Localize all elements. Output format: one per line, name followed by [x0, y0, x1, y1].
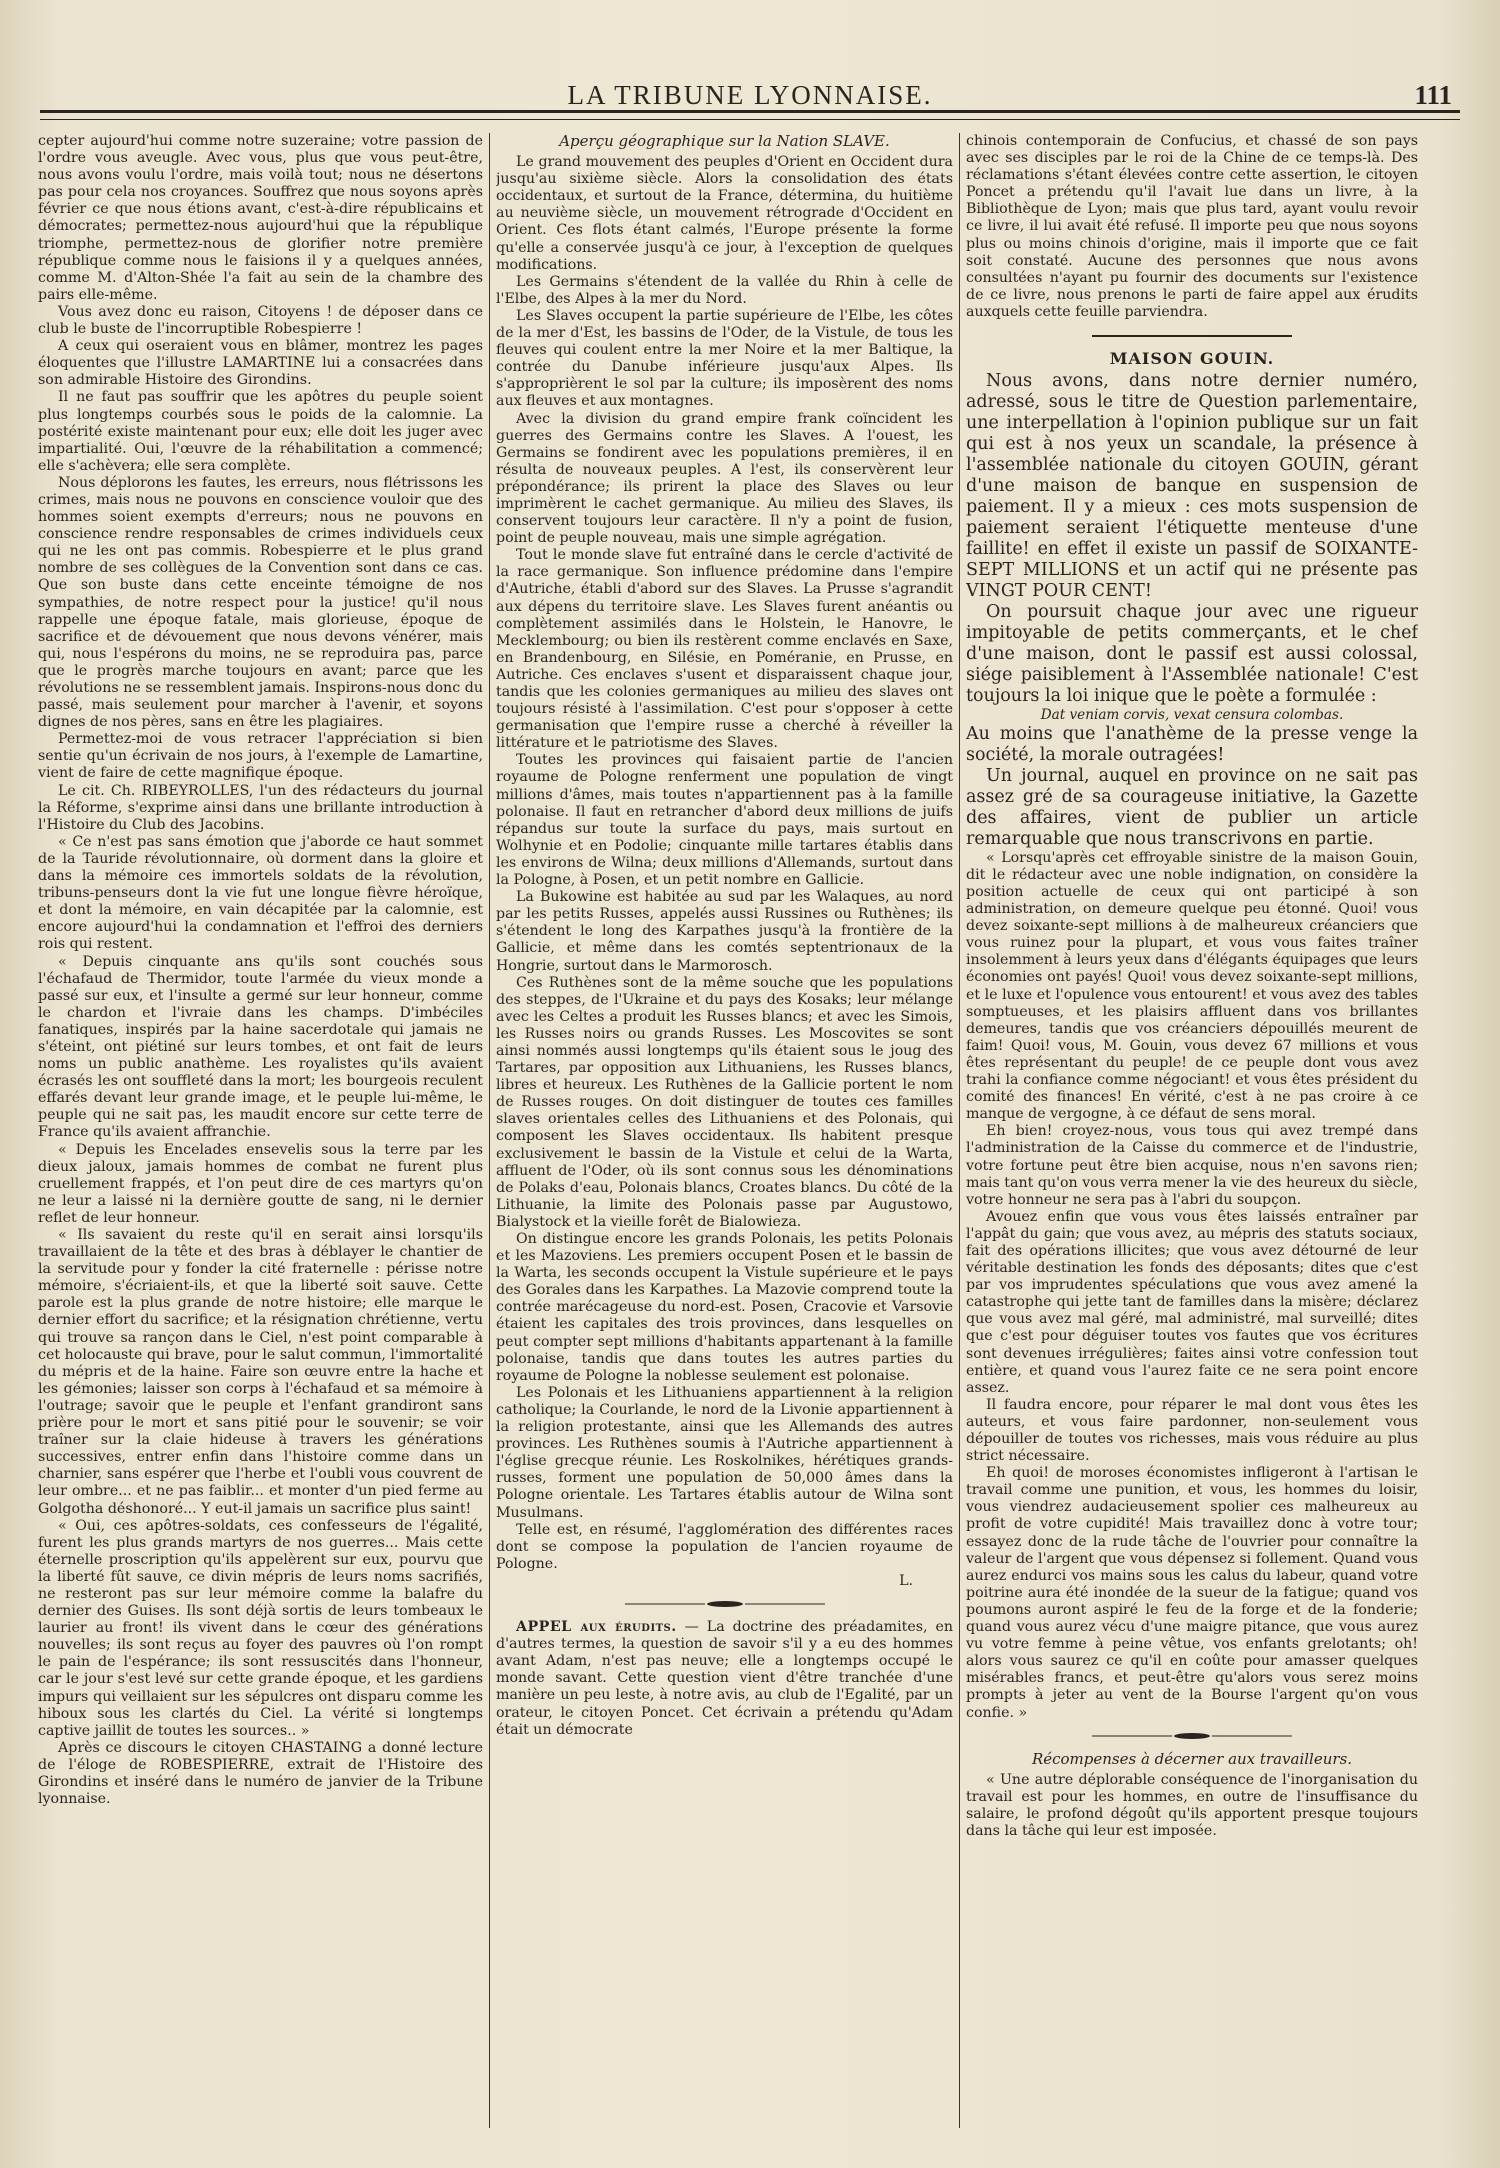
article-signature: L. — [899, 1572, 913, 1589]
section-title-gouin: MAISON GOUIN. — [1109, 349, 1275, 369]
paragraph: Tout le monde slave fut entraîné dans le cercle d'activité de la race germanique. Son influence prédomine dans l'empire d'Autriche, établi d'abord sur des Slaves. La Prusse s'agrandit aux dépens du territoire slave. Les Slaves furent anéantis ou complètement assimilés dans le Holstein, le Hanovre, le Mecklembourg; ou bien ils restèrent comme enclavés en Saxe, en Brandenbourg, en Silésie, en Poméranie, en Prusse, en Autriche. Ces enclaves s'usent et disparaissent chaque jour, tandis que les colonies germaniques au milieu des slaves ont toujours résisté à l'assimilation. C'est pour s'opposer à cette germanisation que l'empire russe a cherché à réveiller la littérature et le patriotisme des Slaves. — [496, 547, 953, 752]
paragraph: chinois contemporain de Confucius, et chassé de son pays avec ses disciples par le roi de la Chine de ce temps-là. Des réclamations s'étant élevées contre cette assertion, le citoyen Poncet a prétendu qu'il l'avait lue dans un livre, à la Bibliothèque de Lyon; mais que plus tard, ayant voulu revoir ce livre, il lui avait été refusé. Il importe peu que nous soyons plus ou moins chinois d'origine, mais il importe que ce fait soit constaté. Aucune des personnes que nous avons consultées n'ayant pu fournir des documents sur l'existence de ce livre, nous prenons le parti de faire appel aux érudits auxquels cette feuille parviendra. — [966, 133, 1418, 320]
newspaper-title: LA TRIBUNE LYONNAISE. — [567, 80, 933, 110]
appel-paragraph — [496, 1619, 953, 1739]
paragraph: « Ils savaient du reste qu'il en serait ainsi lorsqu'ils travaillaient de la tête et des bras à déblayer le chantier de la servitude pour y fonder la cité fraternelle : périsse notre mémoire, s'écriaient-ils, et que la liberté soit sauve. Cette parole est la plus grande de notre histoire; elle marque le dernier effort du sacrifice; et la résignation chrétienne, vertu qui trouve sa rançon dans le Ciel, n'est point comparable à cet holocauste qui brave, pour le salut commun, l'immortalité du mépris et de la haine. Faire son œuvre entre la hache et les gémonies; laisser son corps à l'échafaud et sa mémoire à l'outrage; savoir que le peuple et l'enfant grandiront sans prière pour le mort et sans pitié pour le souvenir; se voir traîner sur la claie hideuse à travers les générations successives, entrer enfin dans l'histoire comme dans un charnier, sans espérer que l'herbe et l'oubli vous couvrent de leur ombre... et ne pas faiblir... et monter d'un pied ferme au Golgotha déshonoré... Y eut-il jamais un sacrifice plus saint! — [38, 1227, 483, 1517]
ornament-divider — [496, 1596, 953, 1613]
gouin-intro — [966, 371, 1418, 850]
paragraph: Les Germains s'étendent de la vallée du Rhin à celle de l'Elbe, des Alpes à la mer du Nord. — [496, 273, 953, 307]
paragraph: Nous avons, dans notre dernier numéro, adressé, sous le titre de Question parlementaire, une interpellation à l'opinion publique sur un fait qui est à nos yeux un scandale, la présence à l'assemblée nationale du citoyen GOUIN, gérant d'une maison de banque en suspension de paiement. Il y a mieux : ces mots suspension de paiement seraient l'étiquette menteuse d'une faillite! en effet il existe un passif de SOIXANTE-SEPT MILLIONS et un actif qui ne présente pas VINGT POUR CENT! — [966, 371, 1418, 602]
latin-quote: Dat veniam corvis, vexat censura colombas. — [1040, 707, 1344, 724]
ornament-icon — [625, 1600, 825, 1608]
paragraph: Le grand mouvement des peuples d'Orient en Occident dura jusqu'au sixième siècle. Alors la consolidation des états occidentaux, et surtout de la France, détermina, du huitième au neuvième siècle, un mouvement rétrograde d'Occident en Orient. Ces flots étant calmés, l'Europe présente la forme qu'elle a conservée jusqu'à ce jour, à l'exception de quelques modifications. — [496, 154, 953, 273]
ornament-divider — [966, 327, 1418, 344]
column-middle — [496, 133, 953, 2128]
paragraph: Nous déplorons les fautes, les erreurs, nous flétrissons les crimes, mais nous ne pouvons en conscience vouloir que des hommes soient exempts d'erreurs; nous ne pouvons en conscience rendre responsables de crimes individuels ceux qui ne les ont pas commis. Robespierre et le plus grand nombre de ses collègues de la Convention sont dans ce cas. Que son buste dans cette enceinte témoigne de nos sympathies, de notre respect pour la justice! qu'il nous rappelle une époque fatale, mais glorieuse, époque de sacrifice et de dévouement que nous devons vénérer, mais qui, nous l'espérons du moins, ne se reproduira pas, parce que le progrès marche toujours en avant; parce que les révolutions ne se ressemblent jamais. Inspirons-nous donc du passé, mais seulement pour marcher à l'avenir, et soyons dignes de nos pères, sans en être les plagiaires. — [38, 474, 483, 731]
paragraph: On distingue encore les grands Polonais, les petits Polonais et les Mazoviens. Les premiers occupent Posen et le bassin de la Warta, les seconds occupent la Vistule supérieure et le pays des Gorales dans les Karpathes. La Mazovie comprend toute la contrée marécageuse du nord-est. Posen, Cracovie et Varsovie étaient les capitales des trois provinces, dans lesquelles on peut compter sept millions d'habitants appartenant à la famille polonaise, tandis que dans toutes les autres parties du royaume de Pologne la noblesse seulement est polonaise. — [496, 1231, 953, 1384]
paragraph: Un journal, auquel en province on ne sait pas assez gré de sa courageuse initiative, la Gazette des affaires, vient de publier un article remarquable que nous transcrivons en partie. — [966, 765, 1418, 849]
section-title-recompenses: Récompenses à décerner aux travailleurs. — [1031, 1749, 1353, 1768]
ornament-icon — [1092, 1732, 1292, 1740]
column-left — [38, 133, 483, 2128]
masthead — [40, 80, 1460, 120]
appel-text: — La doctrine des préadamites, en d'autres termes, la question de savoir s'il y a eu des hommes avant Adam, n'est pas neuve; elle a longtemps occupé le monde savant. Cette question vient d'être tranchée d'une manière un peu leste, à notre avis, au club de l'Egalité, par un orateur, le citoyen Poncet. Cet écrivain a prétendu qu'Adam était un démocrate — [496, 1619, 953, 1738]
paragraph: Le cit. Ch. RIBEYROLLES, l'un des rédacteurs du journal la Réforme, s'exprime ainsi dans une brillante introduction à l'Histoire du Club des Jacobins. — [38, 782, 483, 833]
paragraph: Telle est, en résumé, l'agglomération des différentes races dont se compose la population de l'ancien royaume de Pologne. — [496, 1521, 953, 1572]
paragraph: On poursuit chaque jour avec une rigueur impitoyable de petits commerçants, et le chef d'une maison, dont le passif est aussi colossal, siége paisiblement à l'Assemblée nationale! C'est toujours la loi inique que le poète a formulée : — [966, 602, 1418, 707]
column-divider — [489, 133, 490, 2128]
ornament-divider — [966, 1728, 1418, 1745]
paragraph: Au moins que l'anathème de la presse venge la société, la morale outragées! — [966, 723, 1418, 765]
section-title-slave: Aperçu géographique sur la Nation SLAVE. — [559, 133, 890, 150]
paragraph: Après ce discours le citoyen CHASTAING a donné lecture de l'éloge de ROBESPIERRE, extrait de l'Histoire des Girondins et inséré dans le numéro de janvier de la Tribune lyonnaise. — [38, 1739, 483, 1808]
appel-lead: APPEL aux érudits. — [516, 1619, 677, 1636]
paragraph: Permettez-moi de vous retracer l'appréciation si bien sentie qu'un écrivain de nos jours, à l'exemple de Lamartine, vient de faire de cette magnifique époque. — [38, 731, 483, 782]
paragraph: Il faudra encore, pour réparer le mal dont vous êtes les auteurs, et vous faire pardonner, non-seulement vous dépouiller de toutes vos richesses, mais vous réduire au plus strict nécessaire. — [966, 1396, 1418, 1465]
paragraph: Eh bien! croyez-nous, vous tous qui avez trempé dans l'administration de la Caisse du commerce et de l'industrie, votre fortune peut être bien acquise, nous n'en savons rien; mais tant qu'on vous verra mener la vie des heureux du siècle, votre honneur ne sera pas à l'abri du soupçon. — [966, 1123, 1418, 1208]
page-number: 111 — [1414, 80, 1452, 110]
paragraph: Avouez enfin que vous vous êtes laissés entraîner par l'appât du gain; que vous avez, au mépris des statuts sociaux, fait des opérations illicites; que vous avez détourné de leur véritable destination les fonds des déposants; dites que c'est par vos imprudentes spéculations que vous avez amené la catastrophe qui jette tant de familles dans la misère; déclarez que vous avez mal géré, mal administré, mal surveillé; dites que c'est pour déguiser toutes vos fautes que vos écritures sont devenues irrégulières; faites ainsi votre confession tout entière, et quand vous l'aurez faite ce ne sera point encore assez. — [966, 1208, 1418, 1396]
paragraph: Avec la division du grand empire frank coïncident les guerres des Germains contre les Slaves. A l'ouest, les Germains se fondirent avec les populations premières, il en résulta de nouveaux peuples. A l'est, ils conservèrent leur prépondérance; ils prirent la place des Slaves ou leur imprimèrent le cachet germanique. Au milieu des Slaves, ils conservent toujours leur caractère. Il n'y a point de fusion, point de peuple nouveau, mais une simple agrégation. — [496, 410, 953, 547]
column-divider — [959, 133, 960, 2128]
paragraph: « Lorsqu'après cet effroyable sinistre de la maison Gouin, dit le rédacteur avec une noble indignation, on considère la position actuelle de ceux qui ont participé à son administration, on demeure quelque peu étonné. Quoi! vous devez soixante-sept millions à de malheureux créanciers que vous ruinez pour la plupart, et vous vous faites traîner insolemment à leurs yeux dans d'élégants équipages que leurs économies ont payés! Quoi! vous devez soixante-sept millions, et le luxe et l'opulence vous entourent! et vous avez des tables somptueuses, et les plaisirs affluent dans vos brillantes demeures, tandis que vos créanciers dépouillés meurent de faim! Quoi! vous, M. Gouin, vous devez 67 millions et vous êtes représentant du peuple! de ce peuple dont vous avez trahi la confiance comme négociant! et vous êtes président du comité des finances! En vérité, c'est à ne pas croire à ce manque de vergogne, à ce défaut de sens moral. — [966, 849, 1418, 1123]
paragraph: Il ne faut pas souffrir que les apôtres du peuple soient plus longtemps courbés sous le poids de la calomnie. La postérité existe maintenant pour eux; elle doit les juger avec impartialité. Oui, l'œuvre de la réhabilitation a commencé; elle s'achèvera; elle sera complète. — [38, 389, 483, 474]
paragraph: Les Slaves occupent la partie supérieure de l'Elbe, les côtes de la mer d'Est, les bassins de l'Oder, de la Vistule, de tous les fleuves qui coulent entre la mer Noire et la mer Baltique, la contrée du Danube inférieure jusqu'aux Alpes. Ils s'approprièrent le sol par la culture; ils imposèrent des noms aux fleuves et aux montagnes. — [496, 307, 953, 410]
paragraph: « Oui, ces apôtres-soldats, ces confesseurs de l'égalité, furent les plus grands martyrs de nos guerres... Mais cette éternelle proscription qu'ils appelèrent sur eux, pourvu que la liberté fût sauve, ce divin mépris de leurs noms sacrifiés, ne resteront pas sur leur mémoire comme la balafre du dernier des Guises. Ils sont déjà sortis de leurs tombeaux le laurier au front! ils vivent dans le cœur des générations nouvelles; ils sont reçus au foyer des pauvres où l'on rompt le pain de l'espérance; ils sont ressuscités dans l'honneur, car le jour s'est levé sur cette grande époque, et les gardiens impurs qui veillaient sur les sépulcres ont disparu comme les hiboux sous les clartés du Ciel. La vérité si longtemps captive jaillit de toutes les sources.. » — [38, 1517, 483, 1739]
paragraph: « Ce n'est pas sans émotion que j'aborde ce haut sommet de la Tauride révolutionnaire, où dorment dans la gloire et dans la mémoire ces immortels soldats de la révolution, tribuns-penseurs dont la vie fut une longue fièvre héroïque, et dont la mémoire, en vain décapitée par la calomnie, est encore aujourd'hui la condamnation et l'effroi des derniers rois qui restent. — [38, 833, 483, 953]
paragraph: « Une autre déplorable conséquence de l'inorganisation du travail est pour les hommes, en outre de l'insuffisance du salaire, le profond dégoût qu'ils apportent presque toujours dans la tâche qui leur est imposée. — [966, 1771, 1418, 1840]
paragraph: Toutes les provinces qui faisaient partie de l'ancien royaume de Pologne renferment une population de vingt millions d'âmes, mais toutes n'appartiennent pas à la famille polonaise. Il faut en retrancher d'abord deux millions de juifs répandus sur toute la surface du pays, mais surtout en Wolhynie et en Podolie; cinquante mille tartares établis dans les environs de Wilna; deux millions d'Allemands, surtout dans la Pologne, à Posen, et un petit nombre en Gallicie. — [496, 752, 953, 889]
paragraph: Ces Ruthènes sont de la même souche que les populations des steppes, de l'Ukraine et du pays des Kosaks; leur mélange avec les Celtes a produit les Russes blancs; et avec les Simois, les Russes noirs ou grands Russes. Les Moscovites se sont ainsi nommés aussi longtemps qu'ils étaient sous le joug des Tartares, par opposition aux Lithuaniens, les Russes blancs, libres et heureux. Les Ruthènes de la Gallicie portent le nom de Russes rouges. On doit distinguer de toutes ces familles slaves orientales celles des Lithuaniens et des Polonais, qui composent les Slaves occidentaux. Ils habitent presque exclusivement le bassin de la Vistule et celui de la Warta, affluent de l'Oder, où ils sont connus sous les dénominations de Polaks d'eau, Polonais blancs, Croates blancs. Du côté de la Lithuanie, la limite des Polonais passe par Augustowo, Bialystock et la vieille forêt de Bialowieza. — [496, 974, 953, 1230]
paragraph: « Depuis les Encelades ensevelis sous la terre par les dieux jaloux, jamais hommes de combat ne furent plus cruellement frappés, et l'on peut dire de ces martyrs qu'on ne leur a laissé ni la dernière goutte de sang, ni le dernier reflet de leur honneur. — [38, 1141, 483, 1226]
paragraph: Les Polonais et les Lithuaniens appartiennent à la religion catholique; la Courlande, le nord de la Livonie appartiennent à la religion protestante, ainsi que les Allemands des autres provinces. Les Ruthènes soumis à l'Autriche appartiennent à l'église grecque réunie. Les Roskolnikes, hérétiques grands-russes, forment une population de 50,000 âmes dans la Pologne orientale. Les Tartares établis autour de Wilna sont Musulmans. — [496, 1384, 953, 1521]
paragraph: A ceux qui oseraient vous en blâmer, montrez les pages éloquentes que l'illustre LAMARTINE lui a consacrées dans son admirable Histoire des Girondins. — [38, 338, 483, 389]
rule-icon — [1092, 333, 1292, 339]
masthead-rule — [40, 110, 1460, 120]
paragraph: Eh quoi! de moroses économistes infligeront à l'artisan le travail comme une punition, et vous, les hommes du loisir, vous viendrez audacieusement spolier ces malheureux au profit de votre cupidité! Mais travaillez donc à votre tour; essayez donc de la rude tâche de l'ouvrier pour connaître la valeur de l'argent que vous dépensez si follement. Quand vous aurez endurci vos mains sous les calus du labeur, quand votre poitrine aura été inondée de la sueur de la fatigue; quand vos poumons auront aspiré le feu de la forge et de la fonderie; quand vous aurez vécu d'une maigre pitance, que vous aurez vu votre femme à peine vêtue, vos enfants grelotants; oh! alors vous saurez ce qu'il en coûte pour amasser quelques misérables francs, et peut-être qu'alors vous serez moins prompts à jeter au vent de la Bourse l'argent qu'on vous confie. » — [966, 1465, 1418, 1721]
column-right — [966, 133, 1418, 2128]
paragraph: cepter aujourd'hui comme notre suzeraine; votre passion de l'ordre vous aveugle. Avec vous, plus que vous peut-être, nous avons voulu l'ordre, mais voilà tout; nous ne désertons pas pour cela nos croyances. Souffrez que nous soyons après février ce que nous étions avant, c'est-à-dire républicains et démocrates; permettez-nous aujourd'hui que la république triomphe, permettez-nous de glorifier notre première république comme nous le faisions il y a quelques années, comme M. d'Alton-Shée l'a fait au sein de la chambre des pairs elle-même. — [38, 133, 483, 303]
paragraph: La Bukowine est habitée au sud par les Walaques, au nord par les petits Russes, appelés aussi Russines ou Ruthènes; ils s'étendent le long des Karpathes jusqu'à la frontière de la Gallicie, et même dans les comtés septentrionaux de la Hongrie, surtout dans le Marmorosch. — [496, 889, 953, 974]
paragraph: Vous avez donc eu raison, Citoyens ! de déposer dans ce club le buste de l'incorruptible Robespierre ! — [38, 303, 483, 338]
paragraph: « Depuis cinquante ans qu'ils sont couchés sous l'échafaud de Thermidor, toute l'armée du vieux monde a passé sur eux, et l'insulte a germé sur leur honneur, comme le chardon et l'ivraie dans les champs. D'imbéciles fanatiques, inspirés par la haine sacerdotale qui jamais ne s'éteint, ont piétiné sur leurs tombes, et ont fait de leurs noms un public anathème. Les royalistes qu'ils avaient écrasés les ont souffleté dans la mort; les bourgeois reculent effarés devant leur grande image, et le peuple lui-même, le peuple qui ne sait pas, les maudit encore sur cette terre de France qu'ils avaient affranchie. — [38, 953, 483, 1141]
